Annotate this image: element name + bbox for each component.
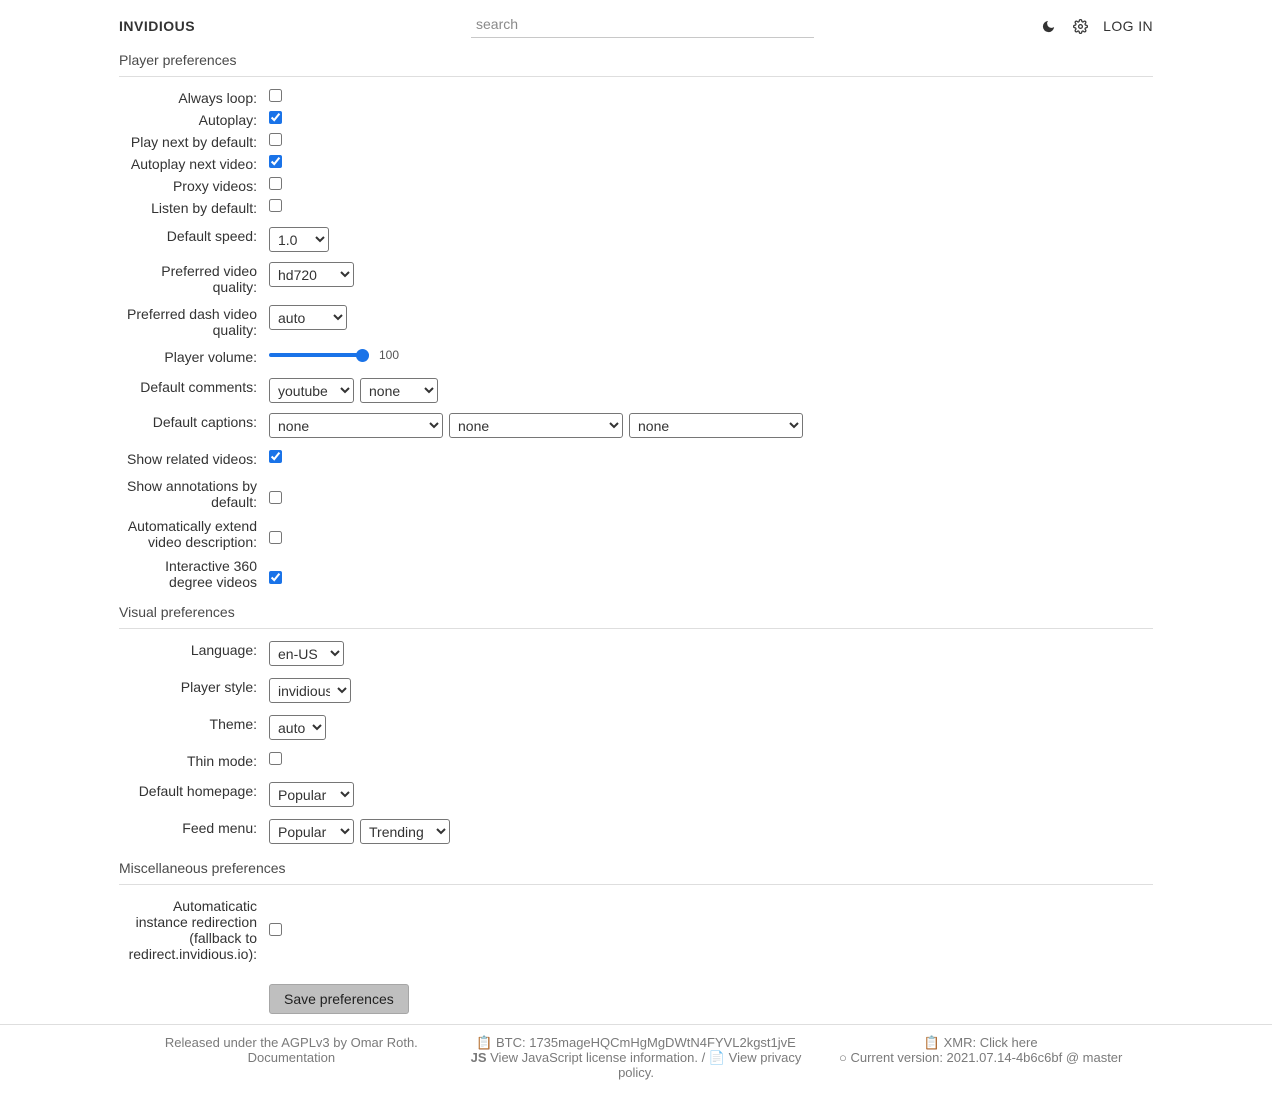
select-video-quality[interactable] xyxy=(269,262,354,287)
pref-row-listen-default xyxy=(119,197,1153,219)
select-default-comments-2[interactable] xyxy=(360,378,438,403)
label-extend-description: Automatically extend video description: xyxy=(127,518,257,550)
select-feed-menu-1[interactable] xyxy=(269,819,354,844)
pref-row-thin-mode xyxy=(119,750,1153,772)
select-default-speed[interactable] xyxy=(269,227,329,252)
pref-row-theme xyxy=(119,713,1153,740)
select-default-homepage[interactable] xyxy=(269,782,354,807)
label-default-homepage: Default homepage: xyxy=(138,783,257,799)
label-default-captions: Default captions: xyxy=(152,414,257,430)
checkbox-instance-redirect[interactable] xyxy=(269,923,282,936)
pref-row-player-style xyxy=(119,676,1153,703)
label-player-style: Player style: xyxy=(180,679,257,695)
footer-xmr-line xyxy=(808,1035,1153,1050)
select-default-captions-3[interactable] xyxy=(629,413,803,438)
search-input[interactable] xyxy=(471,14,814,38)
navbar-left xyxy=(0,18,353,34)
footer-center xyxy=(464,1035,809,1080)
footer-right xyxy=(808,1035,1153,1080)
label-instance-redirect: Automaticatic instance redirection (fallback to redirect.invidious.io): xyxy=(128,898,257,962)
clipboard-icon-xmr: 📋 xyxy=(923,1035,940,1050)
checkbox-show-annotations[interactable] xyxy=(269,491,282,504)
checkbox-extend-description[interactable] xyxy=(269,531,282,544)
checkbox-always-loop[interactable] xyxy=(269,89,282,102)
checkbox-thin-mode[interactable] xyxy=(269,752,282,765)
select-feed-menu-2[interactable] xyxy=(360,819,450,844)
pref-row-play-next xyxy=(119,131,1153,153)
pref-row-video-quality xyxy=(119,260,1153,295)
footer-version-link[interactable]: Current version: 2021.07.14-4b6c6bf @ master xyxy=(850,1050,1123,1065)
pref-row-always-loop xyxy=(119,87,1153,109)
checkbox-autoplay-next[interactable] xyxy=(269,155,282,168)
volume-control xyxy=(269,348,399,362)
pref-row-default-homepage xyxy=(119,780,1153,807)
footer xyxy=(0,1024,1272,1094)
label-default-comments: Default comments: xyxy=(140,379,257,395)
label-autoplay: Autoplay: xyxy=(198,112,257,128)
search-form xyxy=(471,14,814,38)
footer-license-text: Released under the AGPLv3 by Omar Roth. xyxy=(164,1035,418,1050)
select-dash-quality[interactable] xyxy=(269,305,347,330)
checkbox-show-related[interactable] xyxy=(269,450,282,463)
footer-js-line xyxy=(464,1050,809,1080)
pref-row-show-annotations xyxy=(119,475,1153,510)
footer-btc-address: BTC: 1735mageHQCmHgMgDWtN4FYVL2kgst1jvE xyxy=(496,1035,796,1050)
pref-row-language xyxy=(119,639,1153,666)
section-title-player: Player preferences xyxy=(119,52,1153,77)
section-title-misc: Miscellaneous preferences xyxy=(119,860,1153,885)
brand-logo[interactable]: INVIDIOUS xyxy=(119,18,196,34)
footer-separator: / xyxy=(701,1050,706,1065)
footer-xmr-label: XMR: xyxy=(943,1035,977,1050)
footer-js-license-link[interactable]: View JavaScript license information. xyxy=(490,1050,698,1065)
volume-value: 100 xyxy=(379,348,400,362)
label-player-volume: Player volume: xyxy=(164,349,257,365)
checkbox-autoplay[interactable] xyxy=(269,111,282,124)
pref-row-show-related xyxy=(119,448,1153,470)
slider-player-volume[interactable] xyxy=(269,348,369,362)
select-default-comments-1[interactable] xyxy=(269,378,354,403)
label-feed-menu: Feed menu: xyxy=(182,820,257,836)
footer-documentation-link[interactable]: Documentation xyxy=(247,1050,336,1065)
label-interactive-360: Interactive 360 degree videos xyxy=(165,558,257,590)
footer-left xyxy=(119,1035,464,1080)
moon-icon[interactable] xyxy=(1039,17,1057,35)
pref-row-proxy-videos xyxy=(119,175,1153,197)
select-default-captions-1[interactable] xyxy=(269,413,443,438)
login-link[interactable]: LOG IN xyxy=(1103,18,1153,34)
pref-row-interactive-360 xyxy=(119,555,1153,590)
footer-version-line xyxy=(808,1050,1153,1065)
footer-btc-line xyxy=(464,1035,809,1050)
label-language: Language: xyxy=(190,642,257,658)
pref-row-player-volume xyxy=(119,346,1153,368)
label-video-quality: Preferred video quality: xyxy=(161,263,257,295)
save-row xyxy=(119,984,1153,1024)
label-proxy-videos: Proxy videos: xyxy=(172,178,257,194)
label-autoplay-next: Autoplay next video: xyxy=(130,156,257,172)
pref-row-default-comments xyxy=(119,376,1153,403)
document-icon: 📄 xyxy=(708,1050,726,1065)
navbar-center xyxy=(353,14,932,38)
checkbox-proxy-videos[interactable] xyxy=(269,177,282,190)
select-theme[interactable] xyxy=(269,715,326,740)
label-show-annotations: Show annotations by default: xyxy=(127,478,257,510)
navbar xyxy=(0,0,1272,52)
pref-row-default-speed xyxy=(119,225,1153,252)
gear-icon[interactable] xyxy=(1071,17,1089,35)
select-language[interactable] xyxy=(269,641,344,666)
label-always-loop: Always loop: xyxy=(178,90,257,106)
clipboard-icon: 📋 xyxy=(476,1035,493,1050)
save-preferences-button[interactable]: Save preferences xyxy=(269,984,409,1014)
select-default-captions-2[interactable] xyxy=(449,413,623,438)
pref-row-instance-redirect xyxy=(119,895,1153,962)
label-theme: Theme: xyxy=(209,716,257,732)
pref-row-autoplay-next xyxy=(119,153,1153,175)
navbar-right xyxy=(932,17,1272,35)
label-listen-default: Listen by default: xyxy=(151,200,257,216)
label-play-next: Play next by default: xyxy=(130,134,257,150)
checkbox-play-next[interactable] xyxy=(269,133,282,146)
checkbox-listen-default[interactable] xyxy=(269,199,282,212)
label-default-speed: Default speed: xyxy=(166,228,257,244)
pref-row-autoplay xyxy=(119,109,1153,131)
pref-row-extend-description xyxy=(119,515,1153,550)
select-player-style[interactable] xyxy=(269,678,351,703)
preferences-page xyxy=(0,52,1272,1024)
label-thin-mode: Thin mode: xyxy=(186,753,257,769)
footer-privacy-link[interactable]: View privacy policy. xyxy=(618,1050,802,1080)
checkbox-interactive-360[interactable] xyxy=(269,571,282,584)
section-title-visual: Visual preferences xyxy=(119,604,1153,629)
github-icon: ○ xyxy=(838,1050,847,1065)
save-spacer xyxy=(119,984,269,1014)
pref-row-feed-menu xyxy=(119,817,1153,844)
footer-js-badge: JS xyxy=(470,1050,487,1065)
label-show-related: Show related videos: xyxy=(127,451,257,467)
pref-row-dash-quality xyxy=(119,303,1153,338)
label-dash-quality: Preferred dash video quality: xyxy=(127,306,257,338)
pref-row-default-captions xyxy=(119,411,1153,438)
footer-xmr-link[interactable]: Click here xyxy=(979,1035,1038,1050)
